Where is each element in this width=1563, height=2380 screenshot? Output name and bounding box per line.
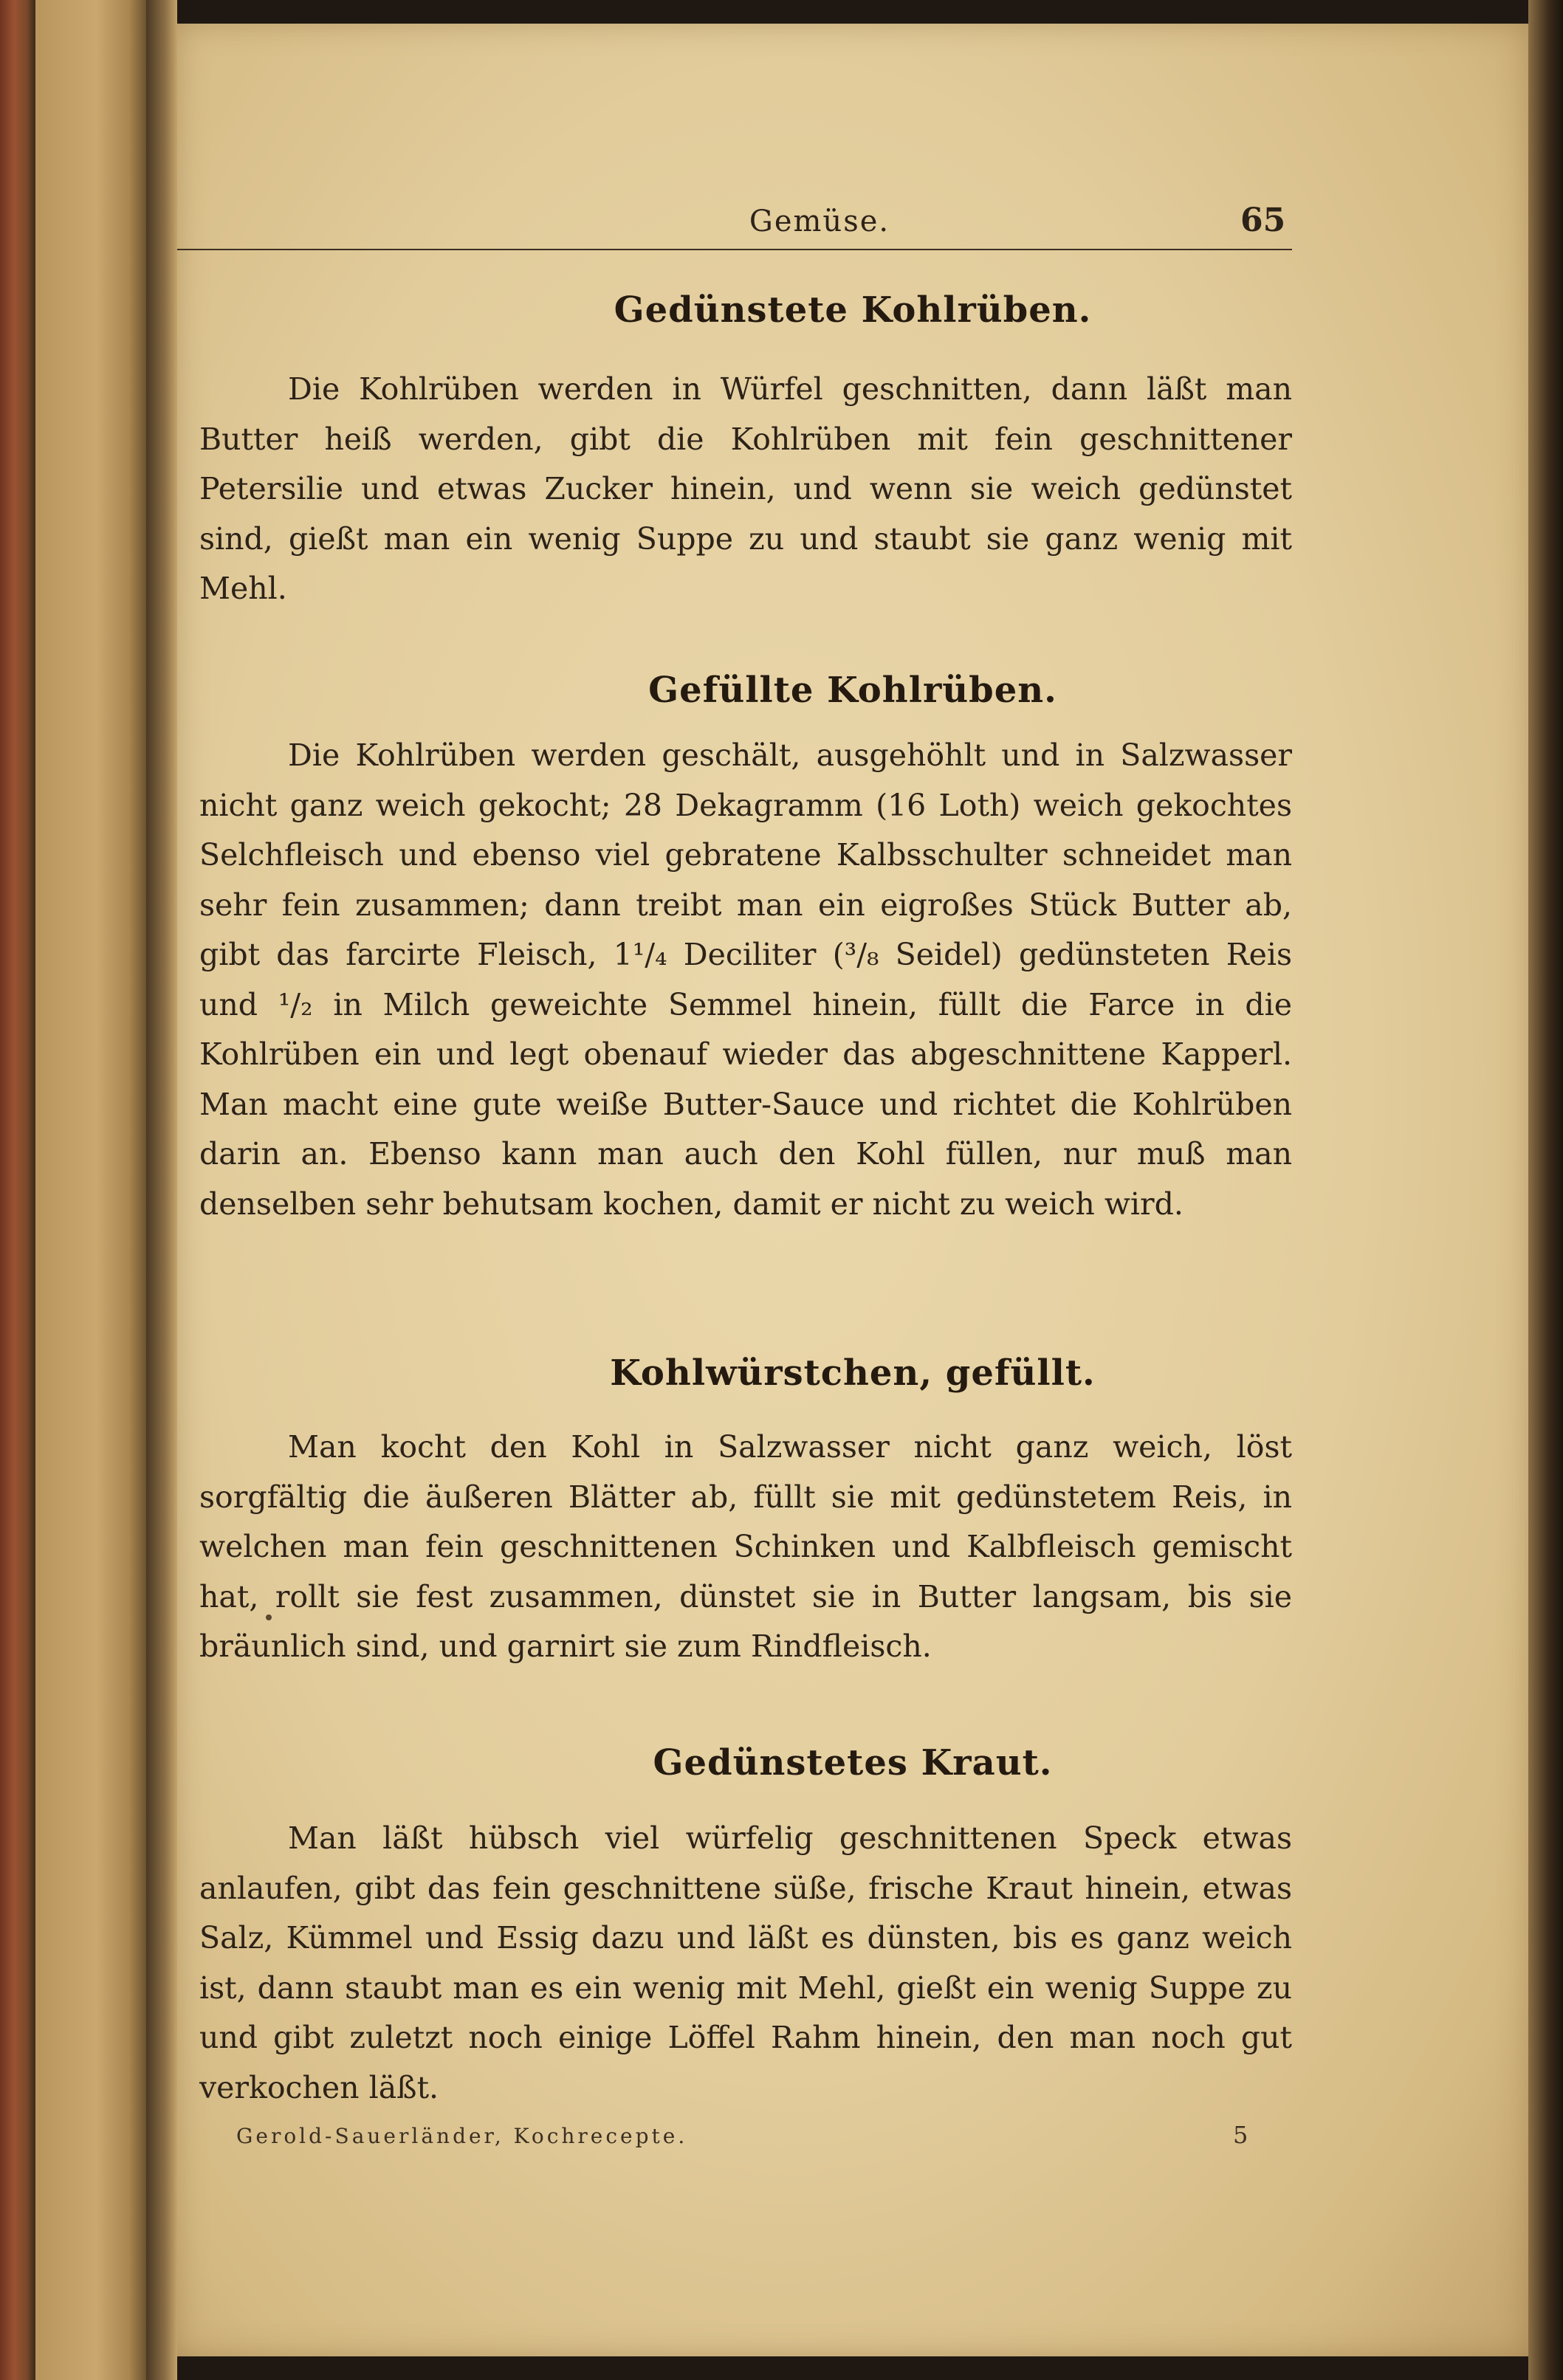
header-rule xyxy=(177,249,1292,250)
sheet-signature: 5 xyxy=(1233,2121,1248,2149)
recipe-paragraph: Die Kohlrüben werden geschält, ausgehöhlt und in Salzwasser nicht ganz weich gekocht; 28 Dekagramm (16 Loth) weich gekochtes Selchfleisch und ebenso viel gebratene Kalbsschulter schneidet man sehr fein zusammen; dann treibt man ein eigroßes Stück Butter ab, gibt das farcirte Fleisch, 1¹/₄ Deciliter (³/₈ Seidel) gedünsteten Reis und ¹/₂ in Milch geweichte Semmel hinein, füllt die Farce in die Kohlrüben ein und legt obenauf wieder das abgeschnittene Kapperl. Man macht eine gute weiße Butter-Sauce und richtet die Kohlrüben darin an. Ebenso kann man auch den Kohl füllen, nur muß man denselben sehr behutsam kochen, damit er nicht zu weich wird. xyxy=(199,737,1292,1222)
publisher-imprint: Gerold-Sauerländer, Kochrecepte. xyxy=(236,2124,688,2148)
book-gutter xyxy=(146,0,177,2380)
page-header xyxy=(177,197,1528,256)
section-text-gefullte-kohlruben xyxy=(199,731,1292,1229)
section-text-kohlwurstchen xyxy=(199,1423,1292,1672)
book-spine xyxy=(0,0,35,2380)
section-text-gedunstetes-kraut xyxy=(199,1814,1292,2113)
recipe-paragraph: Man kocht den Kohl in Salzwasser nicht ganz weich, löst sorgfältig die äußeren Blätter ab, füllt sie mit gedünstetem Reis, in welchen man fein geschnittenen Schinken und Kalbfleisch gemischt hat, rollt sie fest zusammen, dünstet sie in Butter langsam, bis sie bräunlich sind, und garnirt sie zum Rindfleisch. xyxy=(199,1429,1292,1664)
section-title-gefullte-kohlruben: Gefüllte Kohlrüben. xyxy=(648,670,1057,711)
book-page xyxy=(177,24,1528,2356)
recipe-paragraph: Man läßt hübsch viel würfelig geschnittenen Speck etwas anlaufen, gibt das fein geschnittene süße, frische Kraut hinein, etwas Salz, Kümmel und Essig dazu und läßt es dünsten, bis es ganz weich ist, dann staubt man es ein wenig mit Mehl, gießt ein wenig Suppe zu und gibt zuletzt noch einige Löffel Rahm hinein, den man noch gut verkochen läßt. xyxy=(199,1820,1292,2105)
section-title-kohlwurstchen: Kohlwürstchen, gefüllt. xyxy=(610,1352,1096,1394)
page-footer xyxy=(236,2121,1307,2161)
section-title-gedunstete-kohlruben: Gedünstete Kohlrüben. xyxy=(614,289,1092,331)
running-head: Gemüse. xyxy=(749,204,890,238)
right-page-edge xyxy=(1528,0,1563,2380)
section-title-gedunstetes-kraut: Gedünstetes Kraut. xyxy=(653,1742,1053,1784)
page-number: 65 xyxy=(1240,202,1286,239)
left-page-edge xyxy=(35,0,146,2380)
section-text-gedunstete-kohlruben xyxy=(199,365,1292,614)
margin-speck xyxy=(266,1614,272,1620)
recipe-paragraph: Die Kohlrüben werden in Würfel geschnitten, dann läßt man Butter heiß werden, gibt die Kohlrüben mit fein geschnittener Petersilie und etwas Zucker hinein, und wenn sie weich gedünstet sind, gießt man ein wenig Suppe zu und staubt sie ganz wenig mit Mehl. xyxy=(199,371,1292,606)
